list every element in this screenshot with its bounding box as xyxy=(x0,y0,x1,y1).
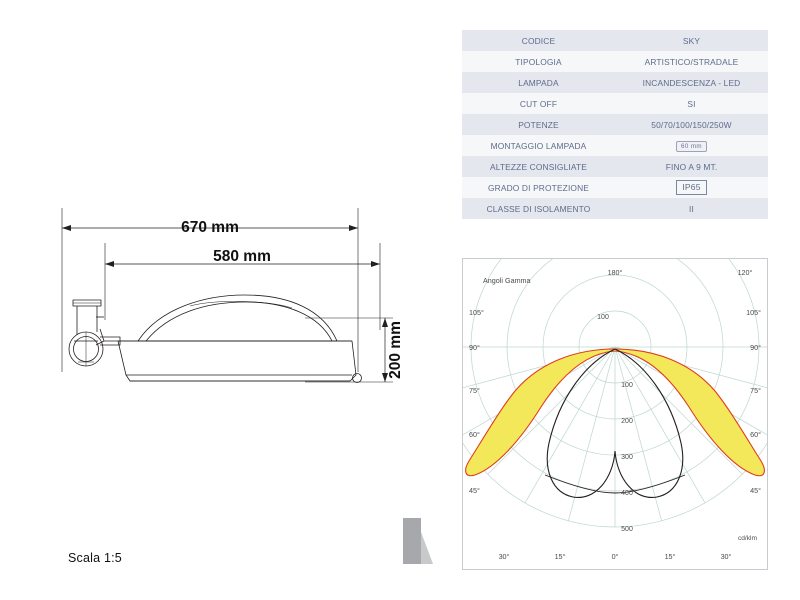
spec-value: INCANDESCENZA - LED xyxy=(615,72,768,93)
mounting-badge: 60 mm xyxy=(676,141,707,152)
polar-label-120: 120° xyxy=(737,268,753,277)
table-row xyxy=(462,72,768,93)
spec-value: SKY xyxy=(615,30,768,51)
polar-left-angle: 60° xyxy=(469,430,480,439)
polar-left-angle: 105° xyxy=(469,308,484,317)
polar-right-angle: 90° xyxy=(750,343,761,352)
table-row xyxy=(462,51,768,72)
table-row xyxy=(462,198,768,219)
polar-bottom-angle: 15° xyxy=(664,552,676,561)
polar-left-angle: 45° xyxy=(469,486,480,495)
spec-label: CLASSE DI ISOLAMENTO xyxy=(462,198,615,219)
polar-unit-label: cd/klm xyxy=(737,535,757,542)
dimension-580: 580 mm xyxy=(213,248,271,265)
orientation-marker-icon xyxy=(403,518,439,564)
radial-tick: 100 xyxy=(597,314,609,321)
polar-title: Angoli Gamma xyxy=(483,276,531,285)
radial-tick: 500 xyxy=(621,526,633,533)
table-row xyxy=(462,177,768,198)
spec-label: LAMPADA xyxy=(462,72,615,93)
spec-value: ARTISTICO/STRADALE xyxy=(615,51,768,72)
polar-chart xyxy=(463,259,767,569)
scale-label: Scala 1:5 xyxy=(68,551,122,565)
spec-label: CODICE xyxy=(462,30,615,51)
table-row xyxy=(462,30,768,51)
polar-right-angle: 45° xyxy=(750,486,761,495)
spec-label: ALTEZZE CONSIGLIATE xyxy=(462,156,615,177)
radial-tick: 200 xyxy=(621,418,633,425)
spec-label: CUT OFF xyxy=(462,93,615,114)
specification-table xyxy=(462,30,768,219)
dimension-670: 670 mm xyxy=(181,219,239,236)
spec-value-protection xyxy=(615,177,768,198)
polar-left-angle: 75° xyxy=(469,386,480,395)
polar-right-angle: 105° xyxy=(746,308,761,317)
spec-label: GRADO DI PROTEZIONE xyxy=(462,177,615,198)
table-row xyxy=(462,135,768,156)
polar-bottom-angle: 30° xyxy=(720,552,732,561)
ip-rating-badge: IP65 xyxy=(676,180,706,195)
table-row xyxy=(462,114,768,135)
spec-label: MONTAGGIO LAMPADA xyxy=(462,135,615,156)
spec-value: II xyxy=(615,198,768,219)
photometric-polar-diagram xyxy=(462,258,768,570)
spec-value: 50/70/100/150/250W xyxy=(615,114,768,135)
polar-label-180: 180° xyxy=(607,268,623,277)
polar-right-angle: 75° xyxy=(750,386,761,395)
radial-tick: 300 xyxy=(621,454,633,461)
table-row xyxy=(462,93,768,114)
spec-value: SI xyxy=(615,93,768,114)
polar-left-angle: 90° xyxy=(469,343,480,352)
polar-bottom-angle: 15° xyxy=(554,552,566,561)
table-row xyxy=(462,156,768,177)
spec-label: POTENZE xyxy=(462,114,615,135)
spec-label: TIPOLOGIA xyxy=(462,51,615,72)
radial-tick: 100 xyxy=(621,382,633,389)
polar-bottom-angle: 0° xyxy=(611,552,619,561)
spec-value-mounting xyxy=(615,135,768,156)
radial-tick: 400 xyxy=(621,490,633,497)
polar-right-angle: 60° xyxy=(750,430,761,439)
polar-bottom-angle: 30° xyxy=(498,552,510,561)
spec-value: FINO A 9 MT. xyxy=(615,156,768,177)
dimension-200: 200 mm xyxy=(387,321,404,379)
